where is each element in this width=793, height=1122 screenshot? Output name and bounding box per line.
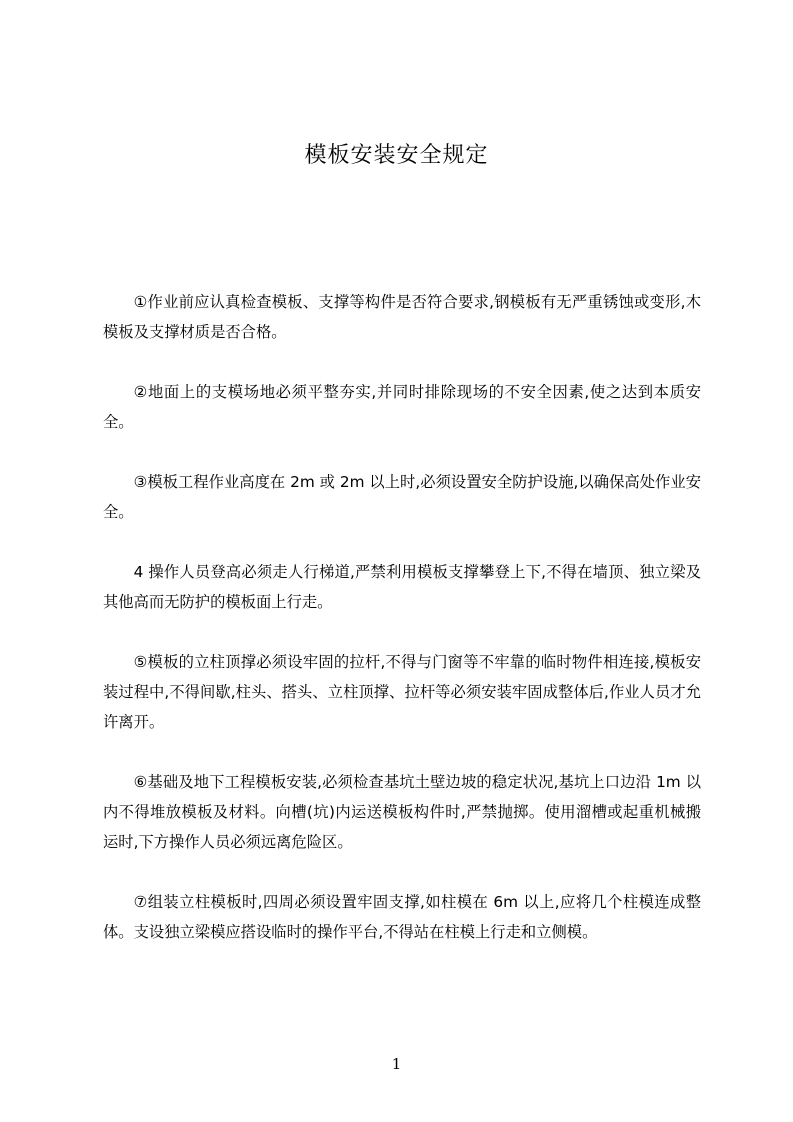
paragraph-1: ①作业前应认真检查模板、支撑等构件是否符合要求,钢模板有无严重锈蚀或变形,木模板及支撑材质是否合格。 — [103, 293, 701, 341]
paragraph-5: ⑤模板的立柱顶撑必须设牢固的拉杆,不得与门窗等不牢靠的临时物件相连接,模板安装过程中,不得间歇,柱头、搭头、立柱顶撑、拉杆等必须安装牢固成整体后,作业人员才允许离开。 — [103, 653, 701, 731]
document-title: 模板安装安全规定 — [304, 143, 489, 168]
page-number: 1 — [391, 1055, 402, 1073]
document-body — [103, 287, 701, 977]
paragraph-6: ⑥基础及地下工程模板安装,必须检查基坑土壁边坡的稳定状况,基坑上口边沿 1m 以内不得堆放模板及材料。向槽(坑)内运送模板构件时,严禁抛掷。使用溜槽或起重机械搬运时,下方操作人员必须远离危险区。 — [103, 773, 701, 851]
paragraph-7: ⑦组装立柱模板时,四周必须设置牢固支撑,如柱模在 6m 以上,应将几个柱模连成整体。支设独立梁模应搭设临时的操作平台,不得站在柱模上行走和立侧模。 — [103, 893, 701, 941]
paragraph-4: 4 操作人员登高必须走人行梯道,严禁利用模板支撑攀登上下,不得在墙顶、独立梁及其他高而无防护的模板面上行走。 — [103, 563, 701, 611]
paragraph-3: ③模板工程作业高度在 2m 或 2m 以上时,必须设置安全防护设施,以确保高处作业安全。 — [103, 473, 701, 521]
paragraph-2: ②地面上的支模场地必须平整夯实,并同时排除现场的不安全因素,使之达到本质安全。 — [103, 383, 701, 431]
